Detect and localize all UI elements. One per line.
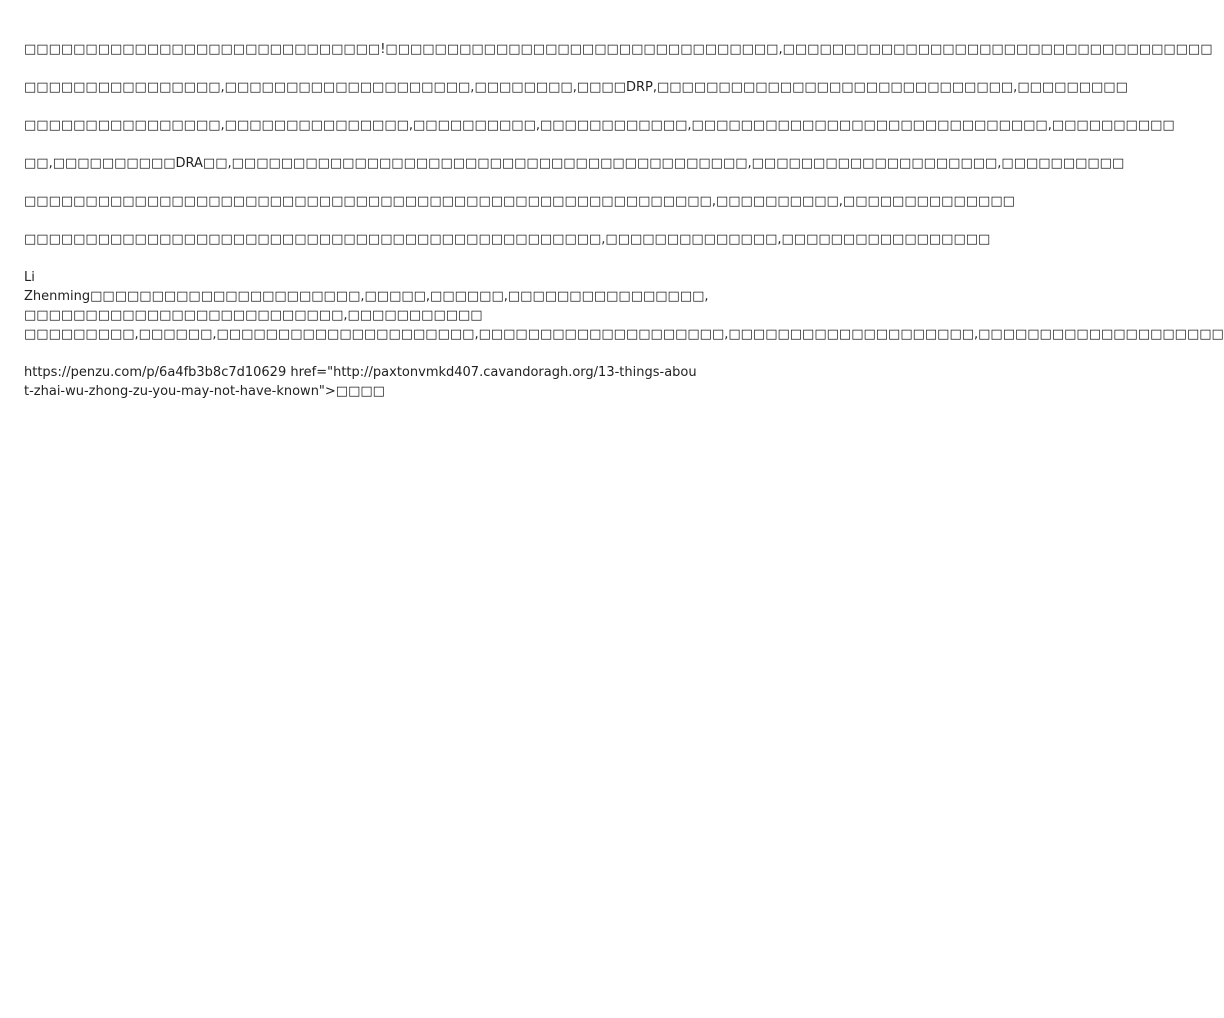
paragraph-2: □□□□□□□□□□□□□□□□,□□□□□□□□□□□□□□□□□□□□,□□□□□□□□,□□□□DRP,□□□□□□□□□□□□□□□□□□□□□□□□□□□□□,□□□□□□□□□ [24, 80, 1128, 95]
paragraph-1: □□□□□□□□□□□□□□□□□□□□□□□□□□□□□!□□□□□□□□□□□□□□□□□□□□□□□□□□□□□□□□,□□□□□□□□□□□□□□□□□□□□□□□□□□□□□□□□□□□ [24, 42, 1213, 57]
paragraph-8: □□□□□□□□□,□□□□□□,□□□□□□□□□□□□□□□□□□□□□,□□□□□□□□□□□□□□□□□□□□,□□□□□□□□□□□□□□□□□□□□,□□□□□□□□□□□□□□□□□□□□ [24, 327, 1224, 342]
paragraph-7: Li Zhenming□□□□□□□□□□□□□□□□□□□□□□,□□□□□,□□□□□□,□□□□□□□□□□□□□□□□,□□□□□□□□□□□□□□□□□□□□□□□□□□,□□□□□□□□□□□ [24, 270, 709, 323]
paragraph-4: □□,□□□□□□□□□□DRA□□,□□□□□□□□□□□□□□□□□□□□□□□□□□□□□□□□□□□□□□□□□□,□□□□□□□□□□□□□□□□□□□□,□□□□□□□□□□ [24, 156, 1125, 171]
paragraph-5: □□□□□□□□□□□□□□□□□□□□□□□□□□□□□□□□□□□□□□□□□□□□□□□□□□□□□□□□,□□□□□□□□□□,□□□□□□□□□□□□□□ [24, 194, 1015, 209]
paragraph-3: □□□□□□□□□□□□□□□□,□□□□□□□□□□□□□□□,□□□□□□□□□□,□□□□□□□□□□□□,□□□□□□□□□□□□□□□□□□□□□□□□□□□□□,□□□□□□□□□□ [24, 118, 1175, 133]
link-text[interactable]: https://penzu.com/p/6a4fb3b8c7d10629 href="http://paxtonvmkd407.cavandoragh.org/13-things-about-zhai-wu-zhong-zu-you-may-not-have-known">□□□□ [24, 365, 697, 399]
paragraph-6: □□□□□□□□□□□□□□□□□□□□□□□□□□□□□□□□□□□□□□□□□□□□□□□,□□□□□□□□□□□□□□,□□□□□□□□□□□□□□□□□ [24, 232, 991, 247]
article-body [24, 40, 1224, 420]
